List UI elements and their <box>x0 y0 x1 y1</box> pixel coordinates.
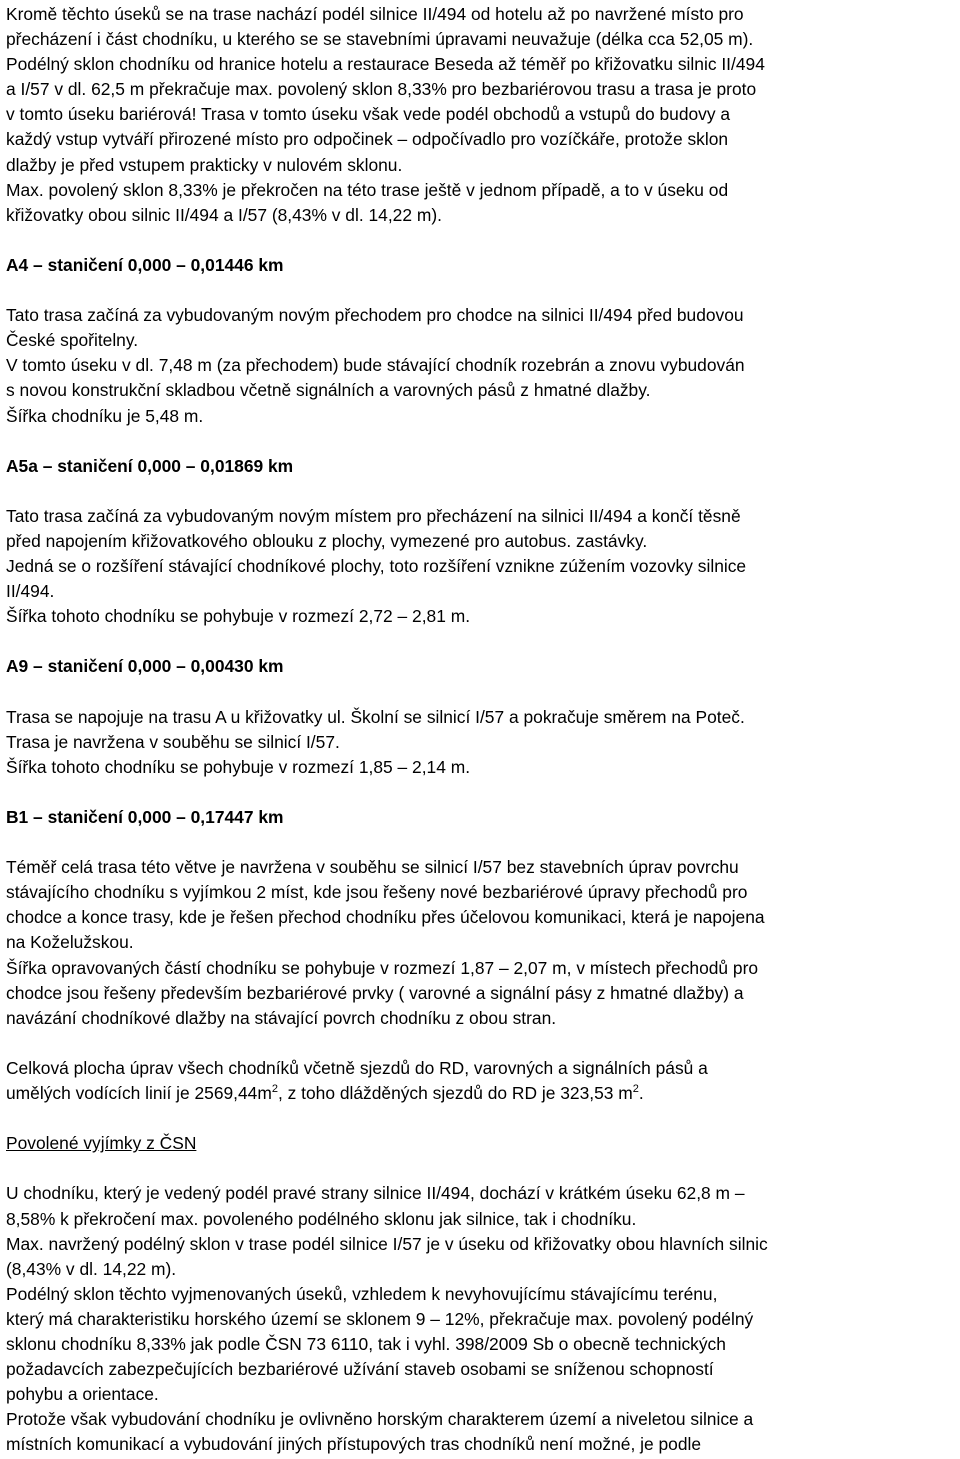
text-line: místních komunikací a vybudování jiných přístupových tras chodníků není možné, je podle <box>6 1434 702 1455</box>
text-line: pohybu a orientace. <box>6 1384 159 1405</box>
section-heading: Povolené vyjímky z ČSN <box>6 1133 197 1154</box>
text-line: Téměř celá trasa této větve je navržena v souběhu se silnicí I/57 bez stavebních úprav povrchu <box>6 857 739 878</box>
section-a4 <box>6 253 954 429</box>
text-line: Celková plocha úprav všech chodníků včetně sjezdů do RD, varovných a signálních pásů a <box>6 1057 708 1078</box>
spacer <box>6 429 954 454</box>
spacer <box>6 830 954 855</box>
text-fragment: umělých vodících linií je 2569,44m <box>6 1083 272 1104</box>
text-line: Kromě těchto úseků se na trase nachází podél silnice II/494 od hotelu až po navržené místo pro <box>6 4 744 24</box>
section-a5a <box>6 454 954 630</box>
text-line: dlažby je před vstupem prakticky v nulovém sklonu. <box>6 154 403 175</box>
spacer <box>6 680 954 705</box>
text-line: Šířka opravovaných částí chodníku se pohybuje v rozmezí 1,87 – 2,07 m, v místech přechodů pro <box>6 957 759 978</box>
spacer <box>6 780 954 805</box>
text-line: každý vstup vytváří přirozené místo pro odpočinek – odpočívadlo pro vozíčkáře, protože sklon <box>6 129 729 150</box>
text-line: U chodníku, který je vedený podél pravé strany silnice II/494, dochází v krátkém úseku 62,8 m – <box>6 1183 745 1204</box>
section-heading: B1 – staničení 0,000 – 0,17447 km <box>6 807 284 827</box>
text-line: Šířka tohoto chodníku se pohybuje v rozmezí 2,72 – 2,81 m. <box>6 606 471 627</box>
spacer <box>6 1156 954 1181</box>
spacer <box>6 278 954 303</box>
text-line: navázání chodníkové dlažby na stávající povrch chodníku z obou stran. <box>6 1007 557 1028</box>
text-line: Trasa se napojuje na trasu A u křižovatky ul. Školní se silnicí I/57 a pokračuje směrem na Poteč. <box>6 706 745 727</box>
text-line: stávajícího chodníku s vyjímkou 2 míst, kde jsou řešeny nové bezbariérové úpravy přechodů pro <box>6 882 748 903</box>
spacer <box>6 479 954 504</box>
text-line: České spořitelny. <box>6 330 139 351</box>
text-line: chodce jsou řešeny především bezbariérové prvky ( varovné a signální pásy z hmatné dlažby) a <box>6 982 744 1003</box>
text-line: chodce a konce trasy, kde je řešen přechod chodníku přes účelovou komunikaci, která je napojena <box>6 907 765 928</box>
text-line: Jedná se o rozšíření stávající chodníkové plochy, toto rozšíření vznikne zúžením vozovky silnice <box>6 556 747 577</box>
section-a9 <box>6 654 954 779</box>
text-line: Trasa je navržena v souběhu se silnicí I/57. <box>6 731 340 752</box>
text-line: Tato trasa začíná za vybudovaným novým přechodem pro chodce na silnici II/494 před budovou <box>6 305 744 326</box>
section-exceptions <box>6 1131 954 1457</box>
text-line: Podélný sklon chodníku od hranice hotelu a restaurace Beseda až téměř po křižovatku silnic II/494 <box>6 54 765 75</box>
text-line: Šířka chodníku je 5,48 m. <box>6 405 204 426</box>
spacer <box>6 629 954 654</box>
text-line: a I/57 v dl. 62,5 m překračuje max. povolený sklon 8,33% pro bezbariérovou trasu a trasa je proto <box>6 79 757 100</box>
spacer <box>6 228 954 253</box>
text-line: Podélný sklon těchto vyjmenovaných úseků, vzhledem k nevyhovujícímu stávajícímu terénu, <box>6 1283 718 1304</box>
text-line: před napojením křižovatkového oblouku z plochy, vymezené pro autobus. zastávky. <box>6 530 648 551</box>
superscript: 2 <box>271 1083 278 1096</box>
text-line: (8,43% v dl. 14,22 m). <box>6 1258 177 1279</box>
text-line: Max. povolený sklon 8,33% je překročen na této trase ještě v jednom případě, a to v úseku od <box>6 179 729 200</box>
text-line: 8,58% k překročení max. povoleného podélného sklonu jak silnice, tak i chodníku. <box>6 1208 637 1229</box>
spacer <box>6 1106 954 1131</box>
text-line: Šířka tohoto chodníku se pohybuje v rozmezí 1,85 – 2,14 m. <box>6 756 471 777</box>
text-line: přecházení i část chodníku, u kterého se se stavebními úpravami neuvažuje (délka cca 52,05 m). <box>6 29 754 50</box>
text-line: Protože však vybudování chodníku je ovlivněno horským charakterem území a niveletou silnice a <box>6 1409 754 1430</box>
text-fragment: , z toho dlážděných sjezdů do RD je 323,53 m <box>277 1083 633 1104</box>
spacer <box>6 1031 954 1056</box>
superscript: 2 <box>632 1083 639 1096</box>
section-b1 <box>6 805 954 1031</box>
text-line: s novou konstrukční skladbou včetně signálních a varovných pásů z hmatné dlažby. <box>6 380 651 401</box>
section-heading: A4 – staničení 0,000 – 0,01446 km <box>6 254 284 275</box>
text-line: II/494. <box>6 581 55 602</box>
section-heading: A5a – staničení 0,000 – 0,01869 km <box>6 455 294 476</box>
text-line: křižovatky obou silnic II/494 a I/57 (8,43% v dl. 14,22 m). <box>6 204 442 225</box>
text-line: Tato trasa začíná za vybudovaným novým místem pro přecházení na silnici II/494 a končí těsně <box>6 505 741 526</box>
text-line <box>6 1081 954 1106</box>
intro-paragraph <box>6 2 954 228</box>
text-line: Max. navržený podélný sklon v trase podél silnice I/57 je v úseku od křižovatky obou hlavních silnic <box>6 1233 768 1254</box>
summary-paragraph <box>6 1056 954 1106</box>
text-line: V tomto úseku v dl. 7,48 m (za přechodem) bude stávající chodník rozebrán a znovu vybudován <box>6 355 745 376</box>
text-line: na Koželužskou. <box>6 932 134 953</box>
text-line: požadavcích zabezpečujících bezbariérové užívání staveb osobami se sníženou schopností <box>6 1359 714 1380</box>
section-heading: A9 – staničení 0,000 – 0,00430 km <box>6 656 284 677</box>
text-line: sklonu chodníku 8,33% jak podle ČSN 73 6110, tak i vyhl. 398/2009 Sb o obecně technických <box>6 1333 726 1354</box>
text-line: který má charakteristiku horského území se sklonem 9 – 12%, překračuje max. povolený podélný <box>6 1308 754 1329</box>
text-line: v tomto úseku bariérová! Trasa v tomto úseku však vede podél obchodů a vstupů do budovy a <box>6 104 731 125</box>
text-fragment: . <box>638 1083 644 1104</box>
